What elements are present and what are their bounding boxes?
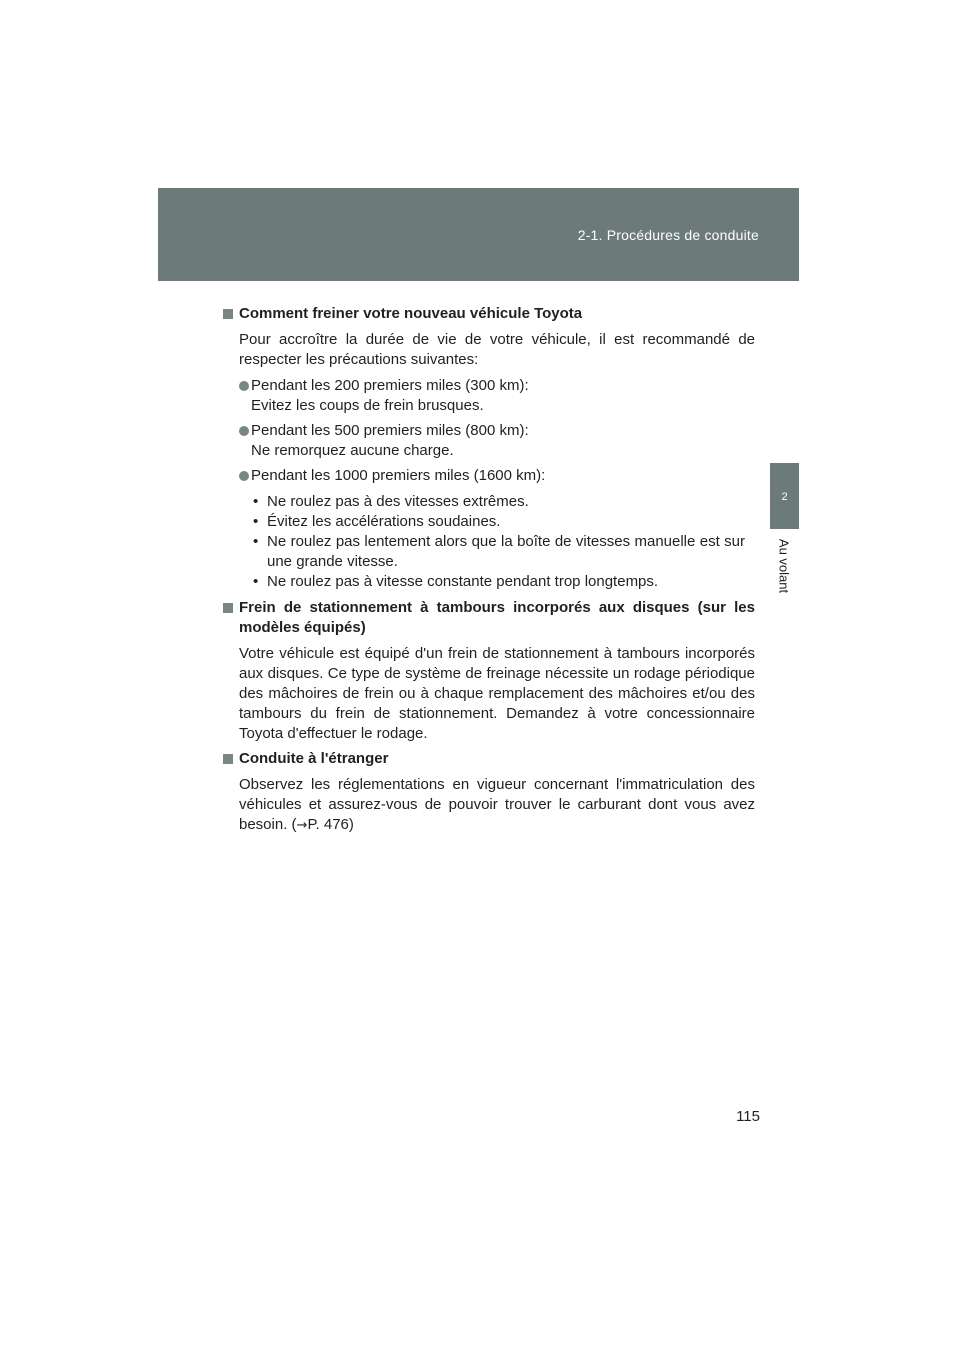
list-item [223,421,755,461]
chapter-label-container [772,532,796,612]
page-number: 115 [736,1108,760,1125]
bullet-dot-icon: • [253,493,259,510]
sub-bullet-text: Évitez les accélérations soudaines. [267,513,501,530]
chapter-label: Au volant [776,538,792,594]
item-instruction: Ne remorquez aucune charge. [251,442,454,459]
section-title-parking-brake [223,598,755,638]
circle-bullet-icon [239,381,249,391]
chapter-tab [770,463,799,529]
sub-bullet-text: Ne roulez pas à des vitesses extrêmes. [267,493,529,510]
square-bullet-icon [223,603,233,613]
chapter-number: 2 [781,491,788,503]
sub-bullet-item [223,532,755,572]
list-item [223,466,755,486]
header-band [158,188,799,281]
sub-bullet-item [223,492,755,512]
circle-bullet-icon [239,471,249,481]
sub-bullet-text: Ne roulez pas à vitesse constante pendant trop longtemps. [267,573,659,590]
section-title-text: Comment freiner votre nouveau véhicule Toyota [239,305,583,322]
parking-brake-body: Votre véhicule est équipé d'un frein de stationnement à tambours incorporés aux disques. Ce type de système de freinage nécessite un rodage périodique des mâchoires de frein ou à chaque remplacement des mâchoires et/ou des tambours du frein de stationnement. Demandez à votre concessionnaire Toyota d'effectuer le rodage. [239,645,755,742]
item-condition: Pendant les 1000 premiers miles (1600 km): [251,467,546,484]
section-title-braking [223,304,755,324]
braking-intro: Pour accroître la durée de vie de votre véhicule, il est recommandé de respecter les précautions suivantes: [239,331,755,368]
page-reference-link[interactable]: P. 476) [307,816,354,833]
section-title-text: Conduite à l'étranger [239,750,389,767]
sub-bullet-list [223,492,755,592]
bullet-dot-icon: • [253,573,259,590]
section-title-abroad [223,749,755,769]
square-bullet-icon [223,754,233,764]
abroad-body-text: Observez les réglementations en vigueur concernant l'immatriculation des véhicules et assurez-vous de pouvoir trouver le carburant dont vous avez besoin. ( [239,776,755,833]
list-item [223,376,755,416]
item-condition: Pendant les 500 premiers miles (800 km): [251,422,529,439]
square-bullet-icon [223,309,233,319]
bullet-dot-icon: • [253,513,259,530]
section-title-text: Frein de stationnement à tambours incorporés aux disques (sur les modèles équipés) [239,599,755,636]
arrow-right-icon: → [296,818,308,833]
circle-bullet-icon [239,426,249,436]
abroad-body [223,775,755,836]
sub-bullet-text: Ne roulez pas lentement alors que la boîte de vitesses manuelle est sur une grande vitesse. [267,533,745,570]
section-reference: 2-1. Procédures de conduite [577,227,759,243]
item-instruction: Evitez les coups de frein brusques. [251,397,484,414]
sub-bullet-item [223,512,755,532]
item-condition: Pendant les 200 premiers miles (300 km): [251,377,529,394]
sub-bullet-item [223,572,755,592]
page-content [223,304,755,836]
bullet-dot-icon: • [253,533,259,550]
